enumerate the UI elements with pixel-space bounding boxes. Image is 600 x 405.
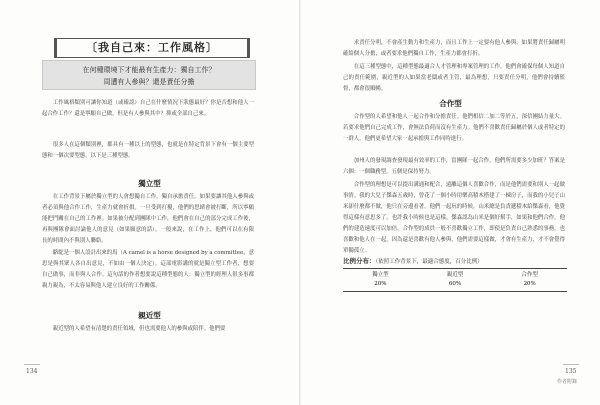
left-page bbox=[0, 0, 299, 405]
intro-paragraph-2: 很多人在這個類別裡，都具有一種以上的型態，也就是在特定背景下會有一個主要型態和一個次要型態，以下是三種型態。 bbox=[42, 142, 254, 159]
heading-independent: 獨立型 bbox=[138, 179, 161, 188]
distribution-title-note: （依照工作背景下，最適合態度，百分比例） bbox=[375, 259, 483, 265]
distribution-label: 親近型 bbox=[446, 272, 464, 278]
distribution-value: 60% bbox=[448, 281, 462, 287]
cooperative-paragraph-1: 合作型的人希望和他人一起合作和分擔責任。他們相信二加二等於五，深信團結力量大。若要求他們自己完成工作，會無法負荷而沒有生產力。他們不喜歡責任歸屬於個人或者特定的一群人，他們更希望大家一起承擔與工作同時進行。 bbox=[343, 114, 565, 142]
footer-rule bbox=[563, 364, 579, 365]
footer-rule bbox=[24, 364, 40, 365]
proximity-paragraph: 親近型的人希望有清楚的責任領域，但也需要他人的參與或陪伴。他們要 bbox=[52, 326, 226, 332]
distribution-label: 合作型 bbox=[521, 272, 538, 278]
question-line-2: 周遭有人參與？還是責任分擔 bbox=[103, 78, 195, 86]
page-number-right: 135 bbox=[565, 368, 577, 375]
distribution-column-cooperative bbox=[492, 269, 567, 291]
page-number-left: 134 bbox=[26, 368, 38, 375]
distribution-column-independent bbox=[343, 269, 418, 291]
proximity-continued-paragraph: 求責任分明，不會產生動力和生產力，而且工作上一定要有他人參與。如果將責任歸屬明確給個人分擔，或者要求他們獨自工作，生產力都會打折。 bbox=[343, 40, 565, 57]
independent-paragraph-1: 在工作背景下屬於獨立型的人會想獨自工作，獨自承擔責任。如果要讓其他人參與或者必須與他合作工作，生產力就會折損。一旦受到打擾，他們的思緒會被打斷，所以寧願能把門關在自己的工作裡。如果被分配到團隊中工作，他們會在自己的部分完成工作後，再與團隊會面討論他人的意見（如果願意的話）。一般來說，在工作上，他們可以在有限長的時間內不與別人聯絡。 bbox=[42, 194, 254, 244]
independent-paragraph-2: 駱駝是一個人設計出來的馬（A camel is a horse designed by a committee，意思是與其眾人各自出意見，不如由一個人決定）。這部電影講的就是獨立型工作者，想要自己做事，而非與人合作。這句話的作者想要說這種型態的人：獨立型的經理人很多事都親力親為，不太容易與他人建立良好的工作關係。 bbox=[42, 250, 254, 289]
distribution-value: 20% bbox=[523, 281, 536, 287]
distribution-title-label: 比例分布： bbox=[343, 257, 376, 265]
question-box bbox=[42, 60, 256, 90]
running-head: 作者附錄 bbox=[557, 379, 578, 385]
distribution-table bbox=[343, 268, 567, 292]
distribution-title bbox=[343, 256, 483, 265]
distribution-label: 獨立型 bbox=[372, 272, 389, 278]
cooperative-paragraph-2: 加州人的發現調查發現最有效率的工作，當團隊一起合作，他們所需要多少加班？答案是六個：一個職務型，五個是保持努力。 bbox=[343, 158, 565, 175]
intro-paragraph-1: 工作風格類別可讓你知道（或確認）自己在什麼情況下狀態最好？你是否想和他人一起合作工作？還是寧願自己做，但是有人參與其中？抑或全部自己來。 bbox=[42, 100, 254, 117]
heading-proximity: 親近型 bbox=[138, 311, 161, 320]
distribution-value: 20% bbox=[374, 281, 387, 287]
proximity-management-paragraph: 在這三種型態中，這種型態最適合人才管理和專案管理的工作。他們會確保每個人知道自己的責任範圍，親近型的人如果當老闆或者主管，最為理想，只要責任分明，他們會持續監督，都會很順暢。 bbox=[343, 64, 565, 92]
question-line-1: 在何種環境下才能最有生產力：獨自工作？ bbox=[82, 66, 216, 74]
distribution-column-proximity bbox=[418, 269, 493, 291]
section-title: 〔我自己來：工作風格〕 bbox=[54, 38, 250, 58]
heading-cooperative: 合作型 bbox=[439, 99, 462, 108]
cooperative-paragraph-3: 合作型的理想是可以提出溝通和配合，遠離這個人喜歡合作，而是他們需要和別人一起做事情。我的大兒子傑森五歲時，曾花了一個小時用樂高積木搭建了一棟房子，而我的小兒子山米卻什麼都不做，他只在旁邊看著。他們一起玩的時候，山米總是負責遞積木給傑森看，他覺得這樣有意思多了。也許我小時候也是這樣。傑森認為山米是個好幫手，如果和他們合作，他們的建造速度可以加倍。合作型的成員一般不喜歡獨立工作，即使是負責自己熟悉的事務，也喜歡和他人在一起。因為還是喜歡有他人參與，他們需要這樣做，才會有生產力，才不會覺得單獨孤立。 bbox=[343, 182, 565, 254]
right-page bbox=[301, 0, 600, 405]
